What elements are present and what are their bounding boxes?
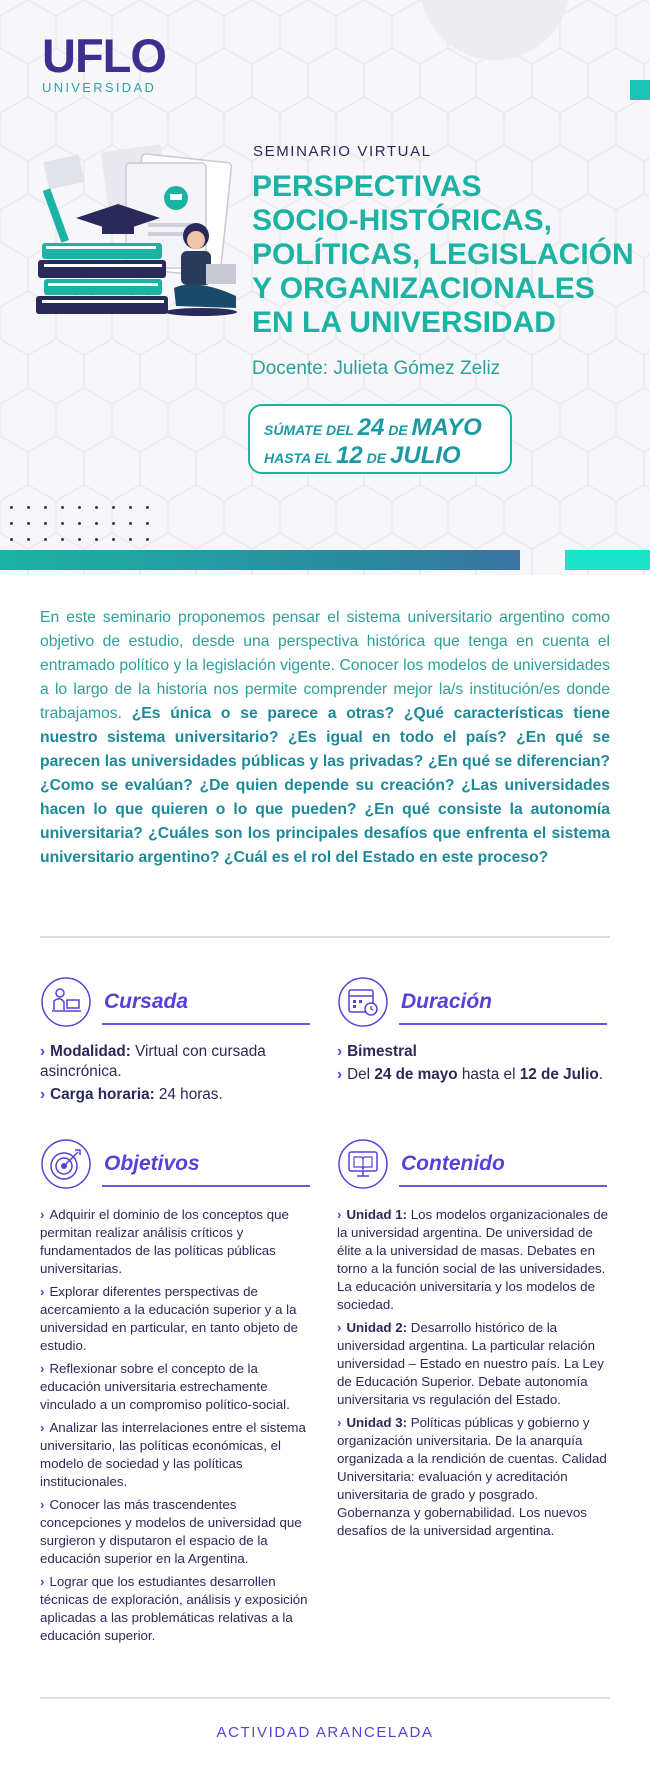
chevron-right-icon: › bbox=[40, 1497, 45, 1512]
contenido-list bbox=[337, 1206, 609, 1545]
chevron-right-icon: › bbox=[337, 1415, 342, 1430]
intro-questions: ¿Es única o se parece a otras? ¿Qué características tiene nuestro sistema universitario? ¿Es igual en todo el país? ¿En qué se parecen las universidades públicas y las privadas? ¿En qué se diferencian? ¿Como se evalúan? ¿De quien depende su creación? ¿Las universidades hacen lo que quieren o lo que pueden? ¿En qué consiste la autonomía universitaria? ¿Cuáles son los principales desafíos que enfrenta el sistema universitario argentino? ¿Cuál es el rol del Estado en este proceso? bbox=[40, 705, 610, 866]
logo-subtitle: UNIVERSIDAD bbox=[42, 80, 157, 95]
contenido-underline bbox=[399, 1185, 607, 1187]
list-item: › Conocer las más trascendentes concepciones y modelos de universidad que surgieron y disputaron el espacio de la educación superior en la Argentina. bbox=[40, 1497, 302, 1566]
docente-label: Docente: Julieta Gómez Zeliz bbox=[252, 358, 501, 379]
calendar-clock-icon bbox=[337, 976, 389, 1028]
title-line: PERSPECTIVAS bbox=[252, 170, 482, 203]
list-item: › Modalidad: Virtual con cursada asincrónica. bbox=[40, 1043, 266, 1080]
section-divider bbox=[40, 936, 610, 938]
gradient-divider-bar bbox=[0, 550, 520, 570]
list-item: › Unidad 2: Desarrollo histórico de la universidad argentina. La particular relación universidad – Estado en nuestro país. La Ley de Educación Superior. Debate autonomía universitaria vs regulación del Estado. bbox=[337, 1320, 604, 1407]
cursada-body bbox=[40, 1042, 315, 1108]
chevron-right-icon: › bbox=[40, 1284, 45, 1299]
list-item: › Reflexionar sobre el concepto de la educación universitaria estrechamente vinculado a un compromiso político-social. bbox=[40, 1361, 290, 1412]
list-item: › Explorar diferentes perspectivas de acercamiento a la educación superior y a la universidad en particular, en tanto objeto de estudio. bbox=[40, 1284, 298, 1353]
title-line: EN LA UNIVERSIDAD bbox=[252, 306, 556, 339]
chevron-right-icon: › bbox=[337, 1066, 343, 1083]
footer-divider bbox=[40, 1697, 610, 1699]
start-date-line: SÚMATE DEL 24 DE MAYO bbox=[264, 414, 482, 441]
dates-badge bbox=[248, 404, 512, 474]
list-item: › Unidad 1: Los modelos organizacionales de la universidad argentina. De universidad de élite a la universidad de masas. Debates en torno a la función social de las universidades. La educación universitaria y los modelos de sociedad. bbox=[337, 1207, 609, 1312]
seminar-title bbox=[252, 170, 647, 340]
chevron-right-icon: › bbox=[40, 1420, 45, 1435]
seminar-kicker: SEMINARIO VIRTUAL bbox=[253, 143, 432, 160]
list-item: › Analizar las interrelaciones entre el sistema universitario, las políticas económicas, el modelo de sociedad y las políticas institucionales. bbox=[40, 1420, 306, 1489]
list-item: › Carga horaria: 24 horas. bbox=[40, 1086, 223, 1103]
student-laptop-icon bbox=[40, 976, 92, 1028]
intro-paragraph bbox=[40, 606, 610, 870]
title-line: POLÍTICAS, LEGISLACIÓN bbox=[252, 238, 634, 271]
duracion-body bbox=[337, 1042, 612, 1088]
title-line: SOCIO-HISTÓRICAS, bbox=[252, 204, 553, 237]
list-item: › Del 24 de mayo hasta el 12 de Julio. bbox=[337, 1066, 604, 1083]
objetivos-title: Objetivos bbox=[104, 1152, 200, 1175]
list-item: › Bimestral bbox=[337, 1043, 417, 1060]
intro-text: En este seminario proponemos pensar el sistema universitario argentino como objetivo de estudio, desde una perspectiva histórica que tenga en cuenta el entramado político y la legislación vigente. Conocer los modelos de universidades a lo largo de la historia nos permite comprender mejor la/s institución/es donde trabajamos. bbox=[40, 609, 610, 722]
accent-divider-bar bbox=[565, 550, 650, 570]
objetivos-list bbox=[40, 1206, 312, 1650]
chevron-right-icon: › bbox=[40, 1574, 45, 1589]
objetivos-underline bbox=[102, 1185, 310, 1187]
duracion-underline bbox=[399, 1023, 607, 1025]
chevron-right-icon: › bbox=[337, 1320, 342, 1335]
list-item: › Unidad 3: Políticas públicas y gobierno y organización universitaria. De la anarquía organizada a la rendición de cuentas. Calidad Universitaria: evaluación y acreditación universitaria de grado y posgrado. Gobernanza y gobernabilidad. Los nuevos desafíos de la universidad argentina. bbox=[337, 1415, 607, 1538]
list-item: › Lograr que los estudiantes desarrollen técnicas de exploración, análisis y exposición aplicadas a las problemáticas relativas a la educación superior. bbox=[40, 1574, 308, 1643]
chevron-right-icon: › bbox=[40, 1043, 46, 1060]
list-item: › Adquirir el dominio de los conceptos que permitan realizar análisis críticos y fundamentados de las políticas públicas universitarias. bbox=[40, 1207, 289, 1276]
chevron-right-icon: › bbox=[337, 1207, 342, 1222]
contenido-title: Contenido bbox=[401, 1152, 505, 1175]
target-icon bbox=[40, 1138, 92, 1190]
header-banner bbox=[0, 0, 650, 575]
student-books-illustration bbox=[36, 138, 246, 338]
footer-label: ACTIVIDAD ARANCELADA bbox=[216, 1724, 434, 1741]
chevron-right-icon: › bbox=[40, 1207, 45, 1222]
book-screen-icon bbox=[337, 1138, 389, 1190]
title-line: Y ORGANIZACIONALES bbox=[252, 272, 595, 305]
uflo-logo bbox=[42, 29, 166, 95]
duracion-title: Duración bbox=[401, 990, 493, 1013]
logo-wordmark: UFLO bbox=[42, 29, 166, 82]
cursada-underline bbox=[102, 1023, 310, 1025]
chevron-right-icon: › bbox=[40, 1086, 46, 1103]
chevron-right-icon: › bbox=[40, 1361, 45, 1376]
end-date-line: HASTA EL 12 DE JULIO bbox=[264, 442, 461, 469]
chevron-right-icon: › bbox=[337, 1043, 343, 1060]
cursada-title: Cursada bbox=[104, 990, 189, 1013]
decorative-teal-square bbox=[630, 80, 650, 100]
